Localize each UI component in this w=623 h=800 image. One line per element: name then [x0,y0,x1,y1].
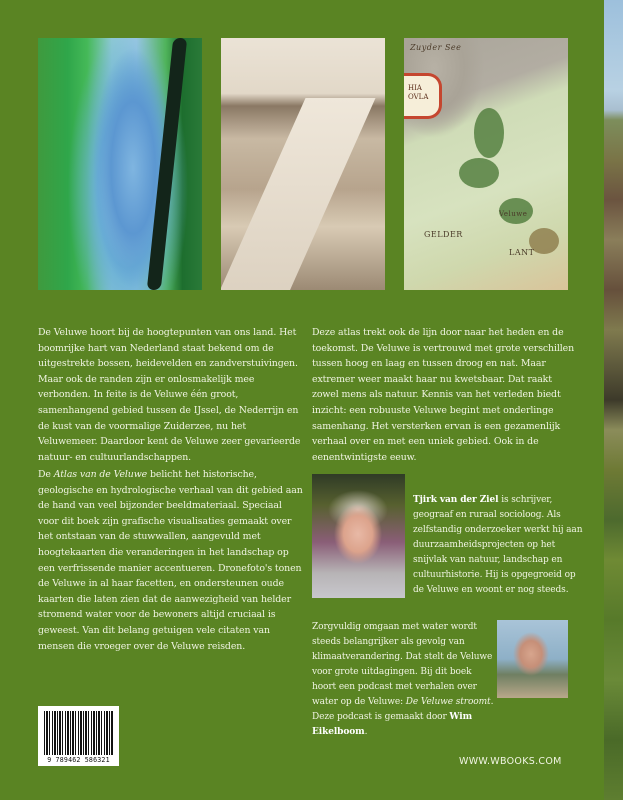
isbn-number: 9 789462 586321 [47,756,110,764]
intro-paragraph-right [312,325,578,465]
atlas-title: Atlas van de Veluwe [53,469,148,480]
punctuation: . [364,727,368,737]
author-name: Wim Eikelboom [312,712,473,737]
publisher-website[interactable]: WWW.WBOOKS.COM [459,756,562,767]
podcast-text-after: . Deze podcast is gemaakt door [312,697,494,722]
intro-paragraph-left [38,325,303,465]
map-label-lant: LANT [509,248,535,257]
forest-patch [459,158,499,188]
map-label-zuyder-see: Zuyder See [410,43,462,52]
spine-photo-strip [604,0,623,800]
river-shape [147,38,187,290]
atlas-prefix: De [38,469,54,480]
map-label-gelder: GELDER [424,230,463,239]
isbn-barcode [38,706,119,766]
map-label: HIA [408,84,422,92]
barcode-bars [44,711,113,755]
antique-map-image [404,38,568,290]
intro-text: De Veluwe hoort bij de hoogtepunten van ons land. Het boomrijke hart van Nederland staat bekend om de uitgestrekte bossen, heidevelden en zandverstuivingen. Maar ook de randen zijn er onlosmakelijk mee verbonden. In feite is de Veluwe één groot, samenhangend gebied tussen de IJssel, de Nederrijn en de kust van de voormalige Zuiderzee, nu het Veluwemeer. Daardoor kent de Veluwe zeer gevarieerde natuur- en cultuurlandschappen. [38,327,301,463]
atlas-text [38,467,303,654]
podcast-paragraph [312,620,494,740]
historic-canal-photo [221,38,385,290]
author-photo-tjirk [312,474,405,598]
elevation-map-image [38,38,202,290]
map-label: OVLA [408,93,429,101]
future-text: Deze atlas trekt ook de lijn door naar het heden en de toekomst. De Veluwe is vertrouwd met grote verschillen tussen hoog en laag en tussen droog en nat. Maar extremer weer maakt haar nu kwetsbaar. Dat raakt zowel mens als natuur. Kennis van het verleden biedt inzicht: een robuuste Veluwe begint met onderlinge samenhang. Het versterken ervan is een gezamenlijk verhaal over en met een uniek gebied. Ook in de eenentwintigste eeuw. [312,327,575,463]
canal-shape [221,98,376,290]
author-name: Tjirk van der Ziel [413,495,499,505]
author-bio-tjirk [413,493,588,598]
forest-patch [474,108,504,158]
atlas-description-paragraph [38,467,303,654]
map-label-veluwe: Veluwe [499,210,528,218]
podcast-title: De Veluwe stroomt [405,697,491,707]
podcast-text: Zorgvuldig omgaan met water wordt steeds belangrijker als gevolg van klimaatverandering. Dat stelt de Veluwe voor grote uitdagingen. Bij dit boek hoort een podcast met verhalen over water op de Veluwe: [312,622,493,707]
map-cartouche [404,73,442,119]
author-bio-text: is schrijver, geograaf en ruraal socioloog. Als zelfstandig onderzoeker werkt hij aan duurzaamheidsprojecten op het snijvlak van natuur, landschap en cultuurhistorie. Hij is opgegroeid op de Veluwe en woont er nog steeds. [413,495,583,595]
atlas-rest: belicht het historische, geologische en hydrologische verhaal van dit gebied aan de hand van veel bijzonder beeldmateriaal. Speciaal voor dit boek zijn grafische visualisaties gemaakt over het ontstaan van de stuwwallen, aangevuld met hoogtekaarten die veranderingen in het landschap op een verfrissende manier accentueren. Dronefoto's tonen de Veluwe in al haar facetten, en ondersteunen oude kaarten die laten zien dat de aanwezigheid van helder stromend water voor de bewoners altijd cruciaal is geweest. Van dit belang getuigen vele citaten van mensen die vroeger over de Veluwe reisden. [38,469,303,652]
author-photo-wim [497,620,568,698]
